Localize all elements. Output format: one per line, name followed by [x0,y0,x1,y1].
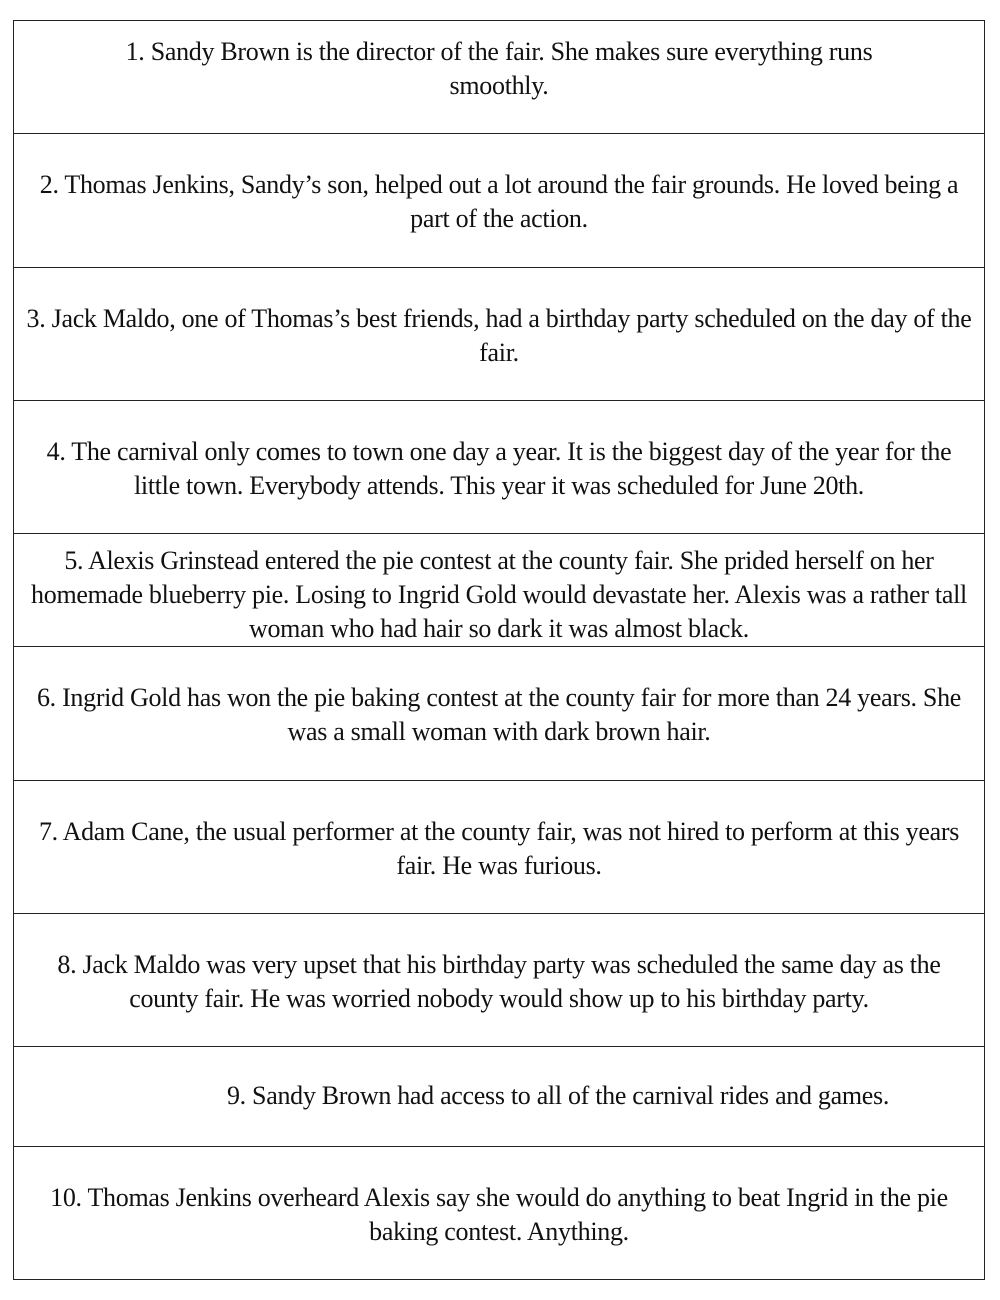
clue-row-9 [14,1047,984,1146]
clue-row-7 [14,781,984,914]
clue-text-1: 1. Sandy Brown is the director of the fair. She makes sure everything runs smoothly. [125,37,873,100]
clue-text-5: 5. Alexis Grinstead entered the pie contest at the county fair. She prided herself on her homemade blueberry pie. Losing to Ingrid Gold would devastate her. Alexis was a rather tall woman who had hair so dark it was almost black. [31,546,967,644]
clue-text-8: 8. Jack Maldo was very upset that his birthday party was scheduled the same day as the county fair. He was worried nobody would show up to his birthday party. [57,949,941,1013]
clue-text-6: 6. Ingrid Gold has won the pie baking contest at the county fair for more than 24 years. She was a small woman with dark brown hair. [36,683,962,747]
clue-text-9: 9. Sandy Brown had access to all of the carnival rides and games. [226,1081,890,1111]
clue-text-10: 10. Thomas Jenkins overheard Alexis say she would do anything to beat Ingrid in the pie baking contest. Anything. [50,1182,948,1246]
clue-text-4: 4. The carnival only comes to town one day a year. It is the biggest day of the year for the little town. Everybody attends. This year it was scheduled for June 20th. [46,436,952,500]
clue-text-3: 3. Jack Maldo, one of Thomas’s best friends, had a birthday party scheduled on the day of the fair. [26,303,972,367]
clue-row-5 [14,534,984,647]
clue-row-6 [14,647,984,780]
clue-row-4 [14,401,984,534]
clue-row-3 [14,268,984,401]
clue-row-2 [14,134,984,267]
clue-row-1 [14,21,984,134]
clue-text-7: 7. Adam Cane, the usual performer at the county fair, was not hired to perform at this years fair. He was furious. [38,816,960,880]
clue-text-2: 2. Thomas Jenkins, Sandy’s son, helped out a lot around the fair grounds. He loved being a part of the action. [39,170,959,234]
clue-card-table [13,20,985,1280]
clue-row-10 [14,1147,984,1279]
clue-row-8 [14,914,984,1047]
